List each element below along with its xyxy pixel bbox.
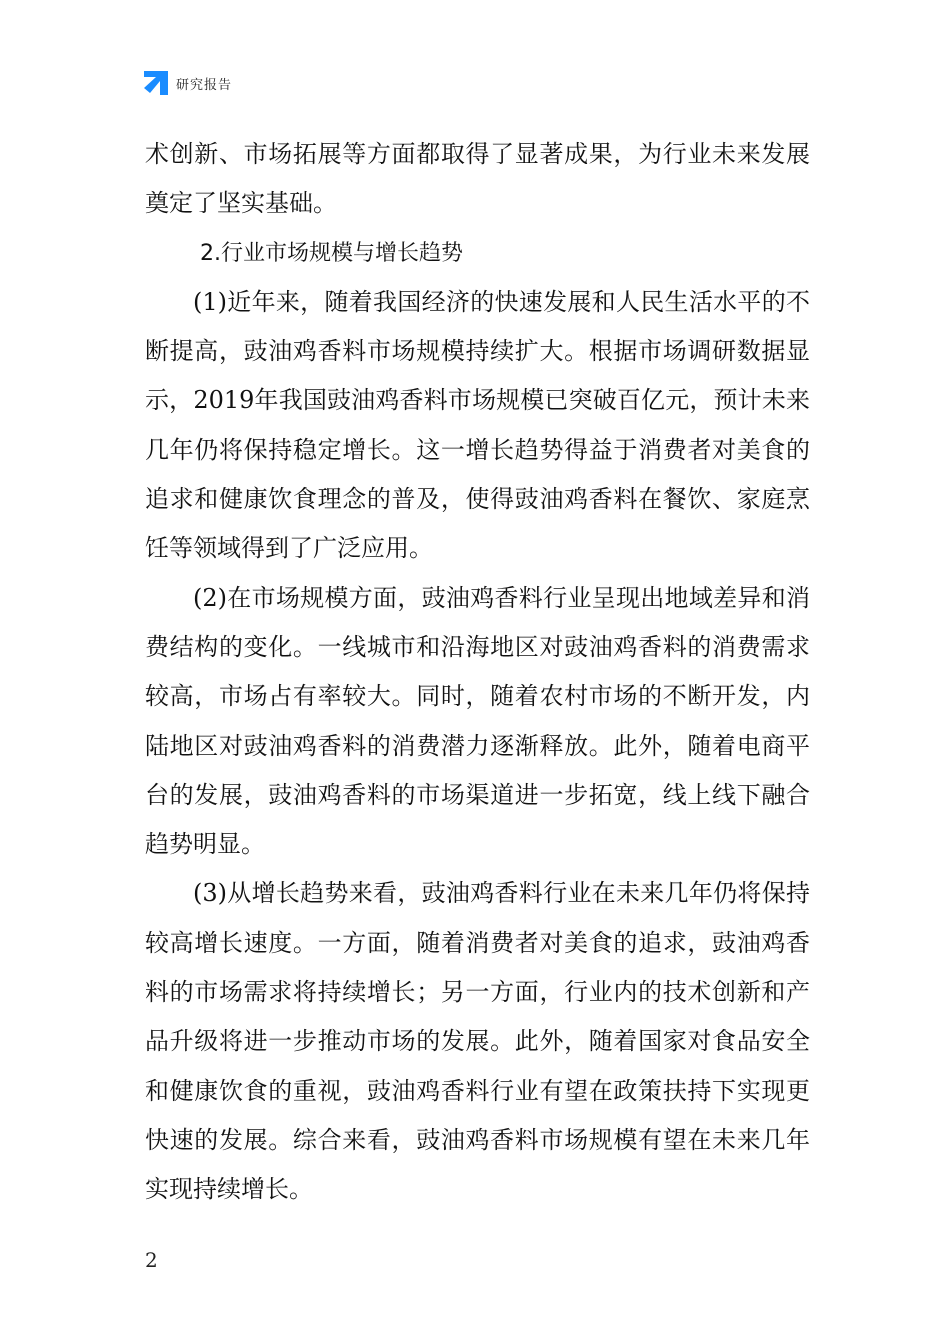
- document-body: [145, 130, 810, 1215]
- header-title: 研究报告: [176, 77, 233, 93]
- continuation-paragraph: 术创新、市场拓展等方面都取得了显著成果，为行业未来发展奠定了坚实基础。: [145, 140, 810, 218]
- paragraph-1: (1)近年来，随着我国经济的快速发展和人民生活水平的不断提高，豉油鸡香料市场规模持续扩大。根据市场调研数据显示，2019年我国豉油鸡香料市场规模已突破百亿元，预计未来几年仍将保持稳定增长。这一增长趋势得益于消费者对美食的追求和健康饮食理念的普及，使得豉油鸡香料在餐饮、家庭烹饪等领域得到了广泛应用。: [145, 287, 810, 563]
- paragraph-2: (2)在市场规模方面，豉油鸡香料行业呈现出地域差异和消费结构的变化。一线城市和沿海地区对豉油鸡香料的消费需求较高，市场占有率较大。同时，随着农村市场的不断开发，内陆地区对豉油鸡香料的消费潜力逐渐释放。此外，随着电商平台的发展，豉油鸡香料的市场渠道进一步拓宽，线上线下融合趋势明显。: [145, 583, 810, 859]
- paragraph-3: (3)从增长趋势来看，豉油鸡香料行业在未来几年仍将保持较高增长速度。一方面，随着消费者对美食的追求，豉油鸡香料的市场需求将持续增长；另一方面，行业内的技术创新和产品升级将进一步推动市场的发展。此外，随着国家对食品安全和健康饮食的重视，豉油鸡香料行业有望在政策扶持下实现更快速的发展。综合来看，豉油鸡香料市场规模有望在未来几年实现持续增长。: [145, 879, 810, 1204]
- report-header: [144, 68, 232, 98]
- page-number: 2: [145, 1248, 158, 1272]
- arrow-logo-icon: [144, 71, 168, 95]
- section-heading: 2.行业市场规模与增长趋势: [200, 240, 463, 266]
